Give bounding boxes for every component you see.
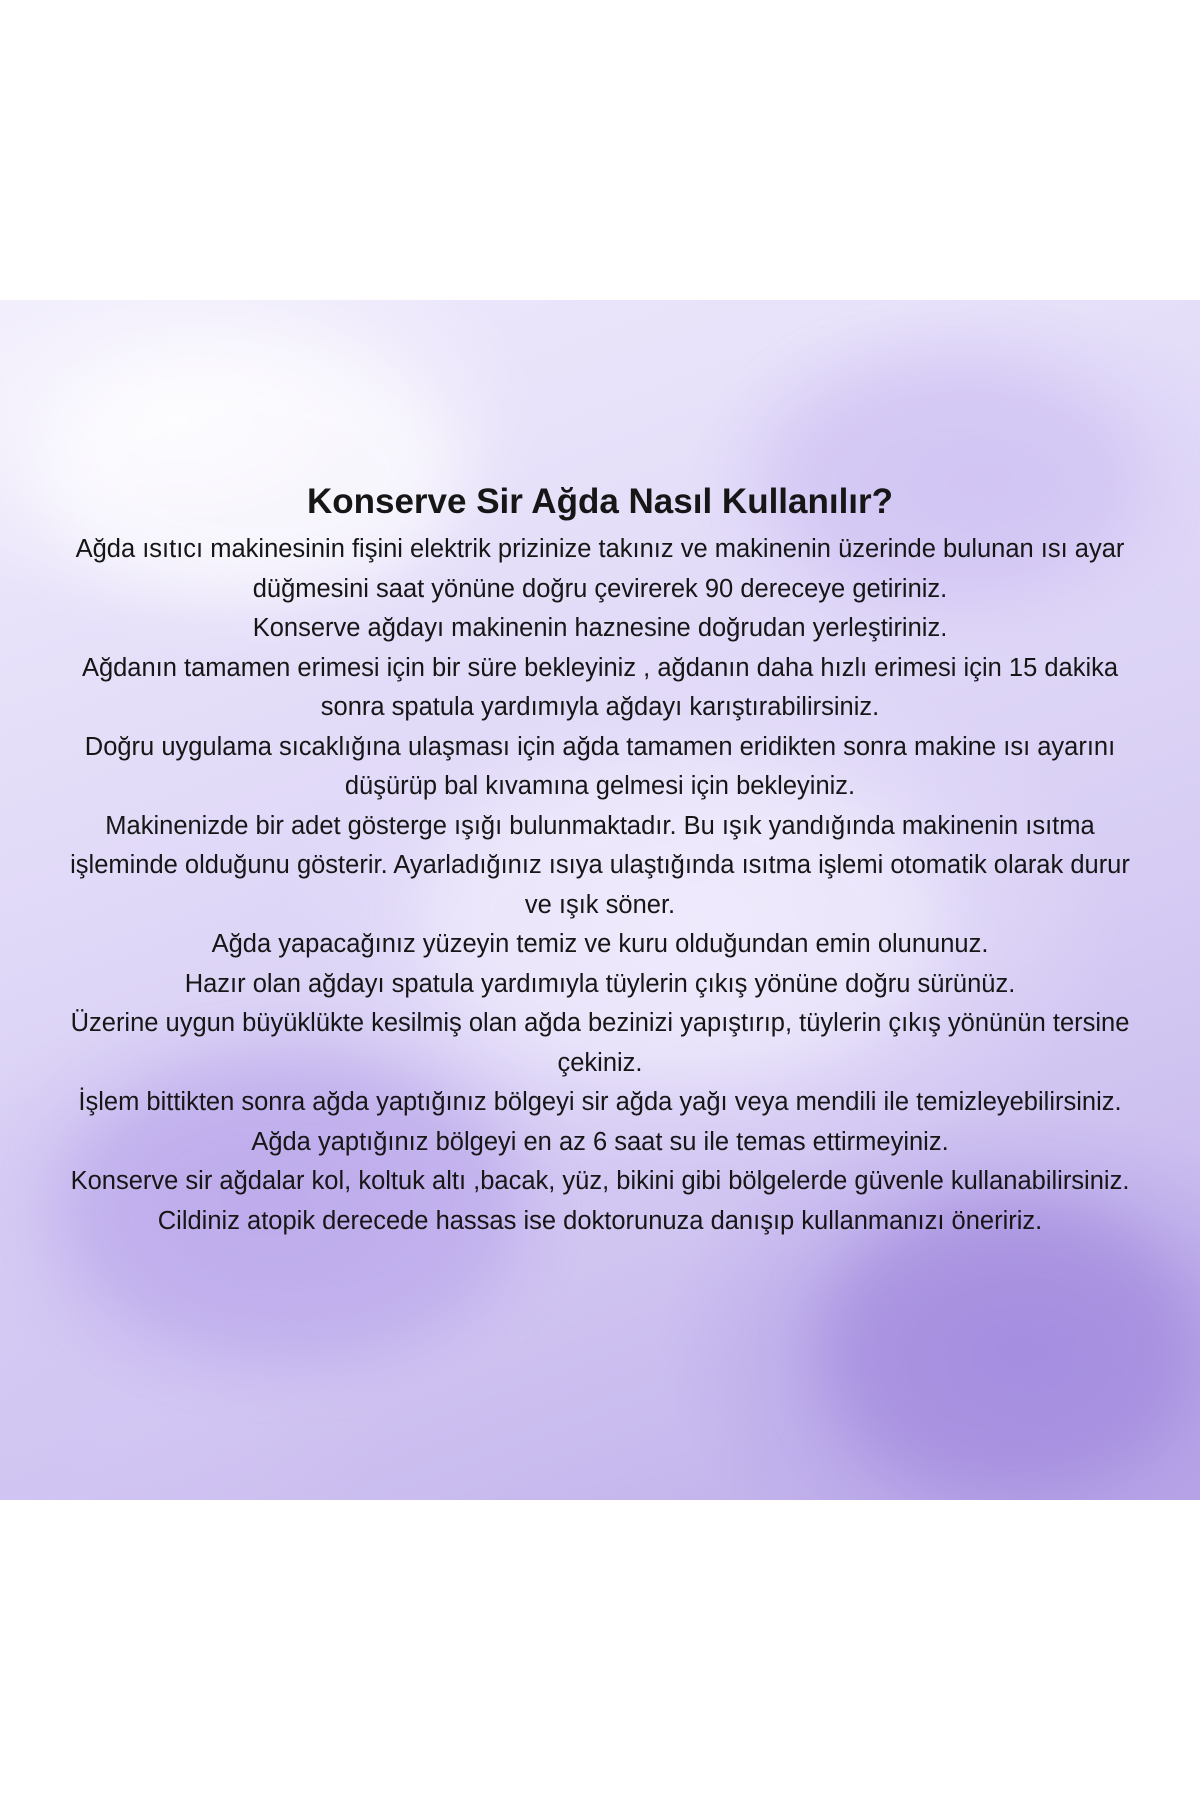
page-title: Konserve Sir Ağda Nasıl Kullanılır?: [306, 482, 894, 521]
instruction-paragraph: Ağda yaptığınız bölgeyi en az 6 saat su ile temas ettirmeyiniz.: [251, 1127, 949, 1156]
instruction-paragraph: Konserve sir ağdalar kol, koltuk altı ,bacak, yüz, bikini gibi bölgelerde güvenle kullanabilirsiniz.: [70, 1167, 1130, 1195]
instruction-paragraph: Doğru uygulama sıcaklığına ulaşması için ağda tamamen eridikten sonra makine ısı ayarını düşürüp bal kıvamına gelmesi için bekleyiniz.: [84, 732, 1116, 800]
instruction-paragraph: Cildiniz atopik derecede hassas ise doktorunuza danışıp kullanmanızı öneririz.: [157, 1206, 1043, 1235]
instruction-paragraph: İşlem bittikten sonra ağda yaptığınız bölgeyi sir ağda yağı veya mendili ile temizleyebilirsiniz.: [78, 1088, 1122, 1116]
watercolor-wash: [820, 1200, 1200, 1500]
instruction-paragraph: Ağda yapacağınız yüzeyin temiz ve kuru olduğundan emin olununuz.: [211, 930, 989, 958]
instruction-paragraph: Hazır olan ağdayı spatula yardımıyla tüylerin çıkış yönüne doğru sürünüz.: [184, 969, 1016, 998]
watercolor-card: [0, 300, 1200, 1500]
instructions-content: [50, 480, 1150, 1241]
instruction-paragraph: Ağda ısıtıcı makinesinin fişini elektrik prizinize takınız ve makinenin üzerinde bulunan ısı ayar düğmesini saat yönüne doğru çevirerek 90 dereceye getiriniz.: [75, 535, 1125, 603]
instruction-paragraph: Konserve ağdayı makinenin haznesine doğrudan yerleştiriniz.: [252, 614, 948, 642]
instruction-paragraph: Üzerine uygun büyüklükte kesilmiş olan ağda bezinizi yapıştırıp, tüylerin çıkış yönünün tersine çekiniz.: [70, 1009, 1130, 1077]
instruction-paragraph: Makinenizde bir adet gösterge ışığı bulunmaktadır. Bu ışık yandığında makinenin ısıtma işleminde olduğunu gösterir. Ayarladığınız ısıya ulaştığında ısıtma işlemi otomatik olarak durur ve ışık söner.: [70, 811, 1130, 919]
instruction-paragraph: Ağdanın tamamen erimesi için bir süre bekleyiniz , ağdanın daha hızlı erimesi için 15 dakika sonra spatula yardımıyla ağdayı karıştırabilirsiniz.: [81, 653, 1119, 721]
